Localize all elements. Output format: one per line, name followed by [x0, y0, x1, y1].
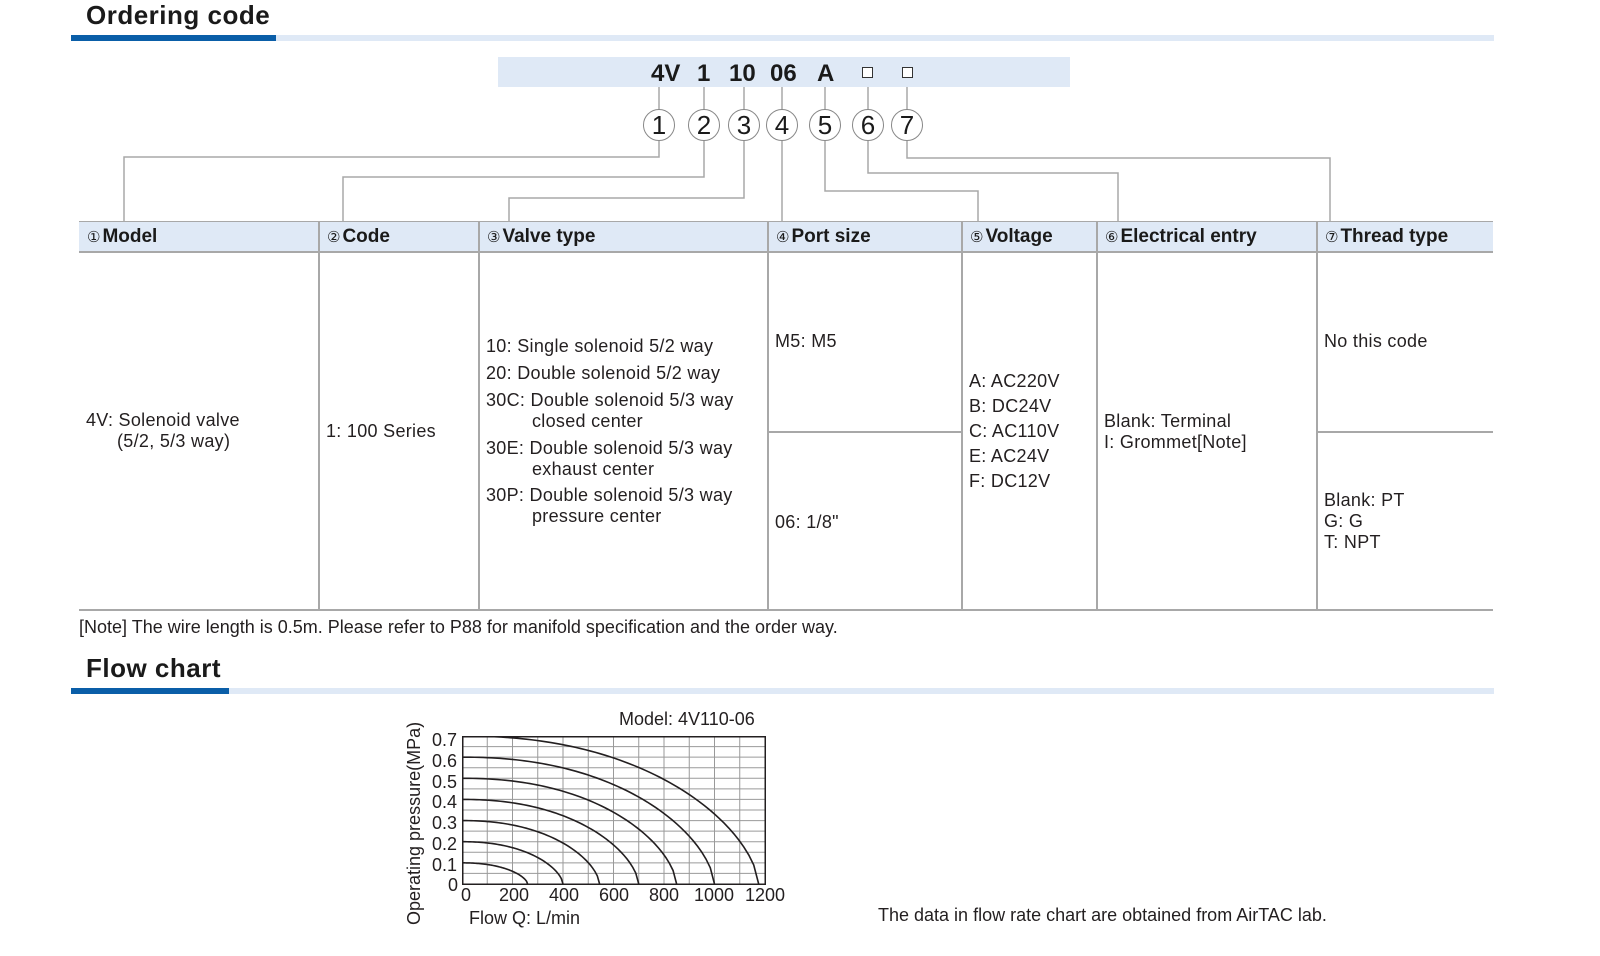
header-valve-type	[479, 222, 767, 252]
flow-chart-title: Flow chart	[86, 653, 222, 683]
y-tick: 0.3	[432, 813, 458, 833]
port-size-entry: M5: M5	[775, 331, 837, 351]
header-model	[79, 222, 318, 252]
header-num-7: ⑦	[1325, 229, 1339, 246]
column-divider	[1096, 222, 1098, 610]
header-label: Electrical entry	[1120, 226, 1257, 247]
ordering-code-title: Ordering code	[86, 0, 271, 30]
header-label: Valve type	[502, 226, 596, 247]
index-circle-4: 4	[766, 109, 798, 141]
valve-type-entry: 20: Double solenoid 5/2 way	[486, 363, 721, 383]
header-port-size	[768, 222, 961, 252]
voltage-entry: A: AC220V	[969, 371, 1060, 391]
column-divider	[318, 222, 320, 610]
header-num-5: ⑤	[970, 229, 984, 246]
x-tick: 600	[599, 885, 630, 905]
index-circle-3: 3	[728, 109, 760, 141]
column-divider	[961, 222, 963, 610]
port-size-row-divider	[768, 431, 961, 433]
y-tick: 0.4	[432, 792, 458, 812]
code-entry: 1: 100 Series	[326, 421, 436, 441]
y-tick: 0.7	[432, 730, 458, 750]
code-part-valve-type: 10	[729, 60, 756, 87]
x-tick: 1200	[745, 885, 786, 905]
thread-type-entry: Blank: PT	[1324, 490, 1405, 510]
header-electrical-entry	[1097, 222, 1316, 252]
header-label: Port size	[791, 226, 871, 247]
y-tick: 0.1	[432, 855, 458, 875]
x-tick: 800	[649, 885, 680, 905]
code-part-port-size: 06	[770, 60, 797, 87]
index-circle-2: 2	[688, 109, 720, 141]
valve-type-entry-sub: pressure center	[532, 506, 662, 526]
index-circle-7: 7	[891, 109, 923, 141]
voltage-entry: F: DC12V	[969, 471, 1051, 491]
x-tick: 400	[549, 885, 580, 905]
thread-type-entry: No this code	[1324, 331, 1428, 351]
chart-y-axis-label: Operating pressure(MPa)	[404, 721, 424, 925]
valve-type-entry-sub: closed center	[532, 411, 643, 431]
valve-type-entry: 30C: Double solenoid 5/3 way	[486, 390, 734, 410]
valve-type-entry: 30P: Double solenoid 5/3 way	[486, 485, 733, 505]
column-divider	[767, 222, 769, 610]
x-tick: 1000	[694, 885, 735, 905]
model-entry-sub: (5/2, 5/3 way)	[117, 431, 231, 451]
header-num-2: ②	[327, 229, 341, 246]
header-num-3: ③	[487, 229, 501, 246]
x-tick: 0	[461, 885, 472, 905]
header-num-6: ⑥	[1105, 229, 1119, 246]
thread-type-entry: G: G	[1324, 511, 1364, 531]
y-tick: 0	[448, 875, 459, 895]
index-circle-6: 6	[852, 109, 884, 141]
header-thread-type	[1317, 222, 1493, 252]
voltage-entry: C: AC110V	[969, 421, 1060, 441]
header-label: Model	[102, 226, 158, 247]
y-tick: 0.2	[432, 834, 458, 854]
column-divider	[478, 222, 480, 610]
model-entry: 4V: Solenoid valve	[86, 410, 240, 430]
code-part-model: 4V	[651, 60, 681, 87]
chart-x-axis-label: Flow Q: L/min	[469, 908, 581, 928]
header-label: Code	[342, 226, 390, 247]
header-label: Thread type	[1340, 226, 1449, 247]
valve-type-entry-sub: exhaust center	[532, 459, 655, 479]
title-underline-accent	[71, 688, 229, 694]
code-part-voltage: A	[817, 60, 835, 87]
index-circle-1: 1	[643, 109, 675, 141]
title-underline	[229, 688, 1494, 694]
y-tick: 0.5	[432, 772, 458, 792]
valve-type-entry: 30E: Double solenoid 5/3 way	[486, 438, 733, 458]
chart-source-note: The data in flow rate chart are obtained from AirTAC lab.	[878, 905, 1327, 925]
thread-type-entry: T: NPT	[1324, 532, 1381, 552]
chart-title: Model: 4V110-06	[619, 709, 755, 729]
electrical-entry-option: Blank: Terminal	[1104, 411, 1232, 431]
electrical-entry-option: I: Grommet[Note]	[1104, 432, 1247, 452]
wire-length-note: [Note] The wire length is 0.5m. Please refer to P88 for manifold specification and the order way.	[79, 617, 838, 637]
header-voltage	[962, 222, 1096, 252]
code-part-code: 1	[697, 60, 711, 87]
table-bottom-rule	[79, 609, 1493, 611]
header-bottom-rule	[79, 251, 1493, 253]
y-tick: 0.6	[432, 751, 458, 771]
x-tick: 200	[499, 885, 530, 905]
column-divider	[1316, 222, 1318, 610]
header-code	[319, 222, 478, 252]
header-num-4: ④	[776, 229, 790, 246]
flow-chart-plot	[462, 736, 766, 886]
index-circle-5: 5	[809, 109, 841, 141]
thread-type-row-divider	[1317, 431, 1493, 433]
header-label: Voltage	[985, 226, 1053, 247]
valve-type-entry: 10: Single solenoid 5/2 way	[486, 336, 714, 356]
header-num-1: ①	[87, 229, 101, 246]
voltage-entry: E: AC24V	[969, 446, 1050, 466]
port-size-entry: 06: 1/8"	[775, 512, 839, 532]
voltage-entry: B: DC24V	[969, 396, 1052, 416]
